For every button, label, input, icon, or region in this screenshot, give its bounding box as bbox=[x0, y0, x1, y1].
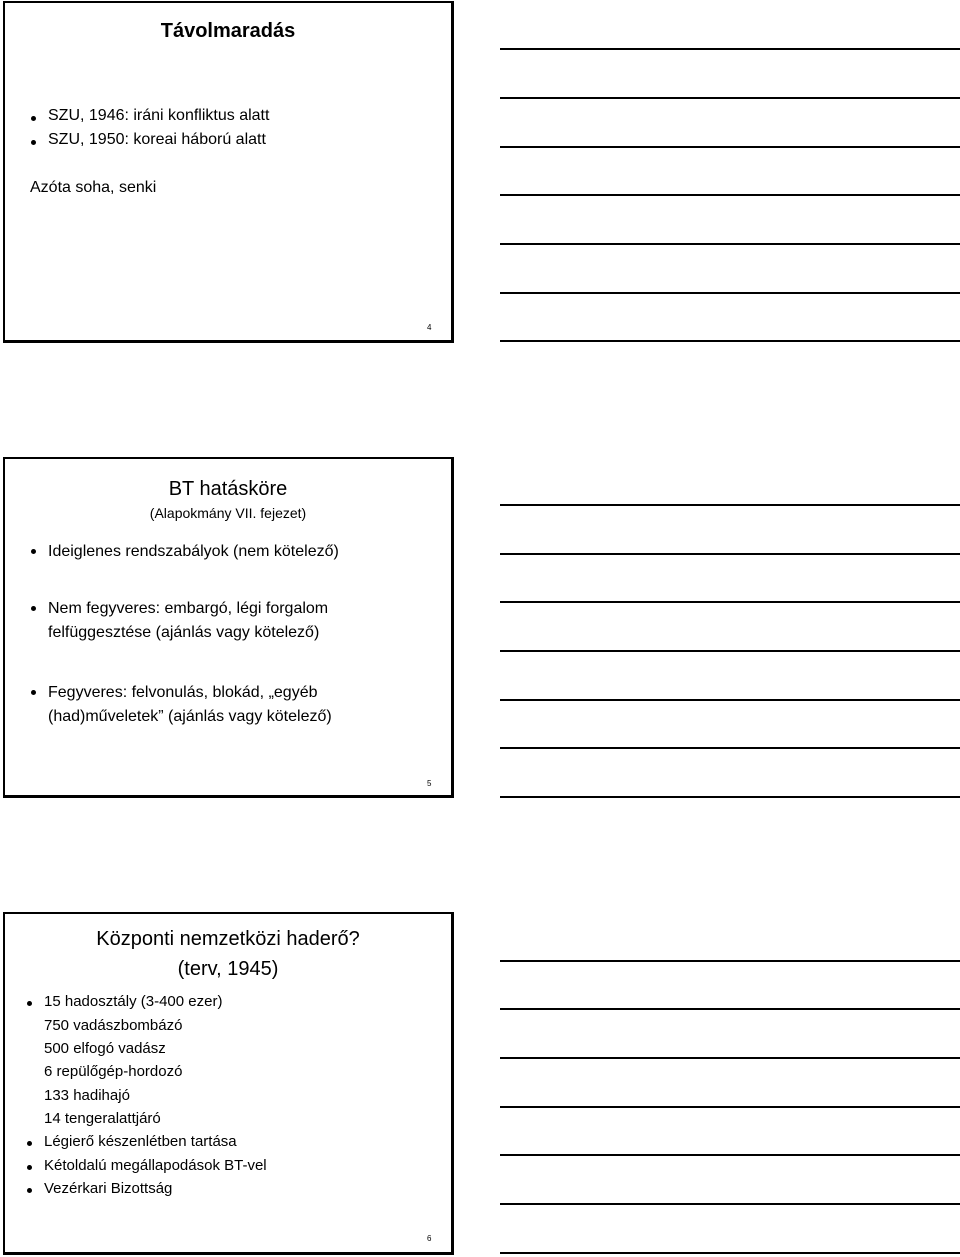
page-number: 4 bbox=[427, 323, 432, 332]
bullet-item: Légierő készenlétben tartása bbox=[44, 1133, 237, 1150]
bullet-item: Kétoldalú megállapodások BT-vel bbox=[44, 1157, 267, 1174]
note-line bbox=[500, 243, 960, 245]
sub-line: 14 tengeralattjáró bbox=[44, 1110, 161, 1127]
note-line bbox=[500, 194, 960, 196]
sub-line: 750 vadászbombázó bbox=[44, 1017, 183, 1034]
bullet-item bbox=[48, 597, 328, 645]
note-line bbox=[500, 553, 960, 555]
note-line bbox=[500, 796, 960, 798]
page-number: 6 bbox=[427, 1234, 432, 1243]
note-line bbox=[500, 650, 960, 652]
slide-subtitle: (terv, 1945) bbox=[177, 958, 279, 980]
page-number: 5 bbox=[427, 779, 432, 788]
note-line bbox=[500, 146, 960, 148]
note-line bbox=[500, 1106, 960, 1108]
bullet-line: (had)műveletek” (ajánlás vagy kötelező) bbox=[48, 708, 332, 725]
note-line bbox=[500, 747, 960, 749]
note-line bbox=[500, 699, 960, 701]
slide-subtitle: (Alapokmány VII. fejezet) bbox=[149, 505, 307, 521]
slide-title: BT hatásköre bbox=[168, 478, 288, 500]
note-line bbox=[500, 48, 960, 50]
note-line bbox=[500, 97, 960, 99]
sub-line: 133 hadihajó bbox=[44, 1087, 130, 1104]
slide-4 bbox=[3, 1, 454, 343]
note-line bbox=[500, 504, 960, 506]
slide-5 bbox=[3, 457, 454, 798]
bullet-item bbox=[48, 540, 339, 564]
note-line bbox=[500, 1057, 960, 1059]
bullet-line: felfüggesztése (ajánlás vagy kötelező) bbox=[48, 624, 320, 641]
bullet-line: Ideiglenes rendszabályok (nem kötelező) bbox=[48, 543, 339, 560]
slide-title: Központi nemzetközi haderő? bbox=[96, 928, 360, 950]
slide-title: Távolmaradás bbox=[160, 20, 296, 42]
note-line bbox=[500, 292, 960, 294]
slide-6 bbox=[3, 912, 454, 1255]
bullet-item: SZU, 1946: iráni konfliktus alatt bbox=[48, 107, 270, 124]
slide-paragraph: Azóta soha, senki bbox=[30, 179, 157, 196]
sub-line: 6 repülőgép-hordozó bbox=[44, 1063, 183, 1080]
sub-line: 500 elfogó vadász bbox=[44, 1040, 166, 1057]
bullet-line: Fegyveres: felvonulás, blokád, „egyéb bbox=[48, 684, 318, 701]
bullet-item bbox=[48, 681, 332, 729]
bullet-line: Nem fegyveres: embargó, légi forgalom bbox=[48, 600, 329, 617]
bullet-item: SZU, 1950: koreai háború alatt bbox=[48, 131, 266, 148]
note-line bbox=[500, 1252, 960, 1254]
note-line bbox=[500, 1008, 960, 1010]
bullet-item: Vezérkari Bizottság bbox=[44, 1180, 173, 1197]
note-line bbox=[500, 960, 960, 962]
note-line bbox=[500, 601, 960, 603]
bullet-item: 15 hadosztály (3-400 ezer) bbox=[44, 993, 223, 1010]
note-line bbox=[500, 1203, 960, 1205]
note-line bbox=[500, 340, 960, 342]
note-line bbox=[500, 1154, 960, 1156]
